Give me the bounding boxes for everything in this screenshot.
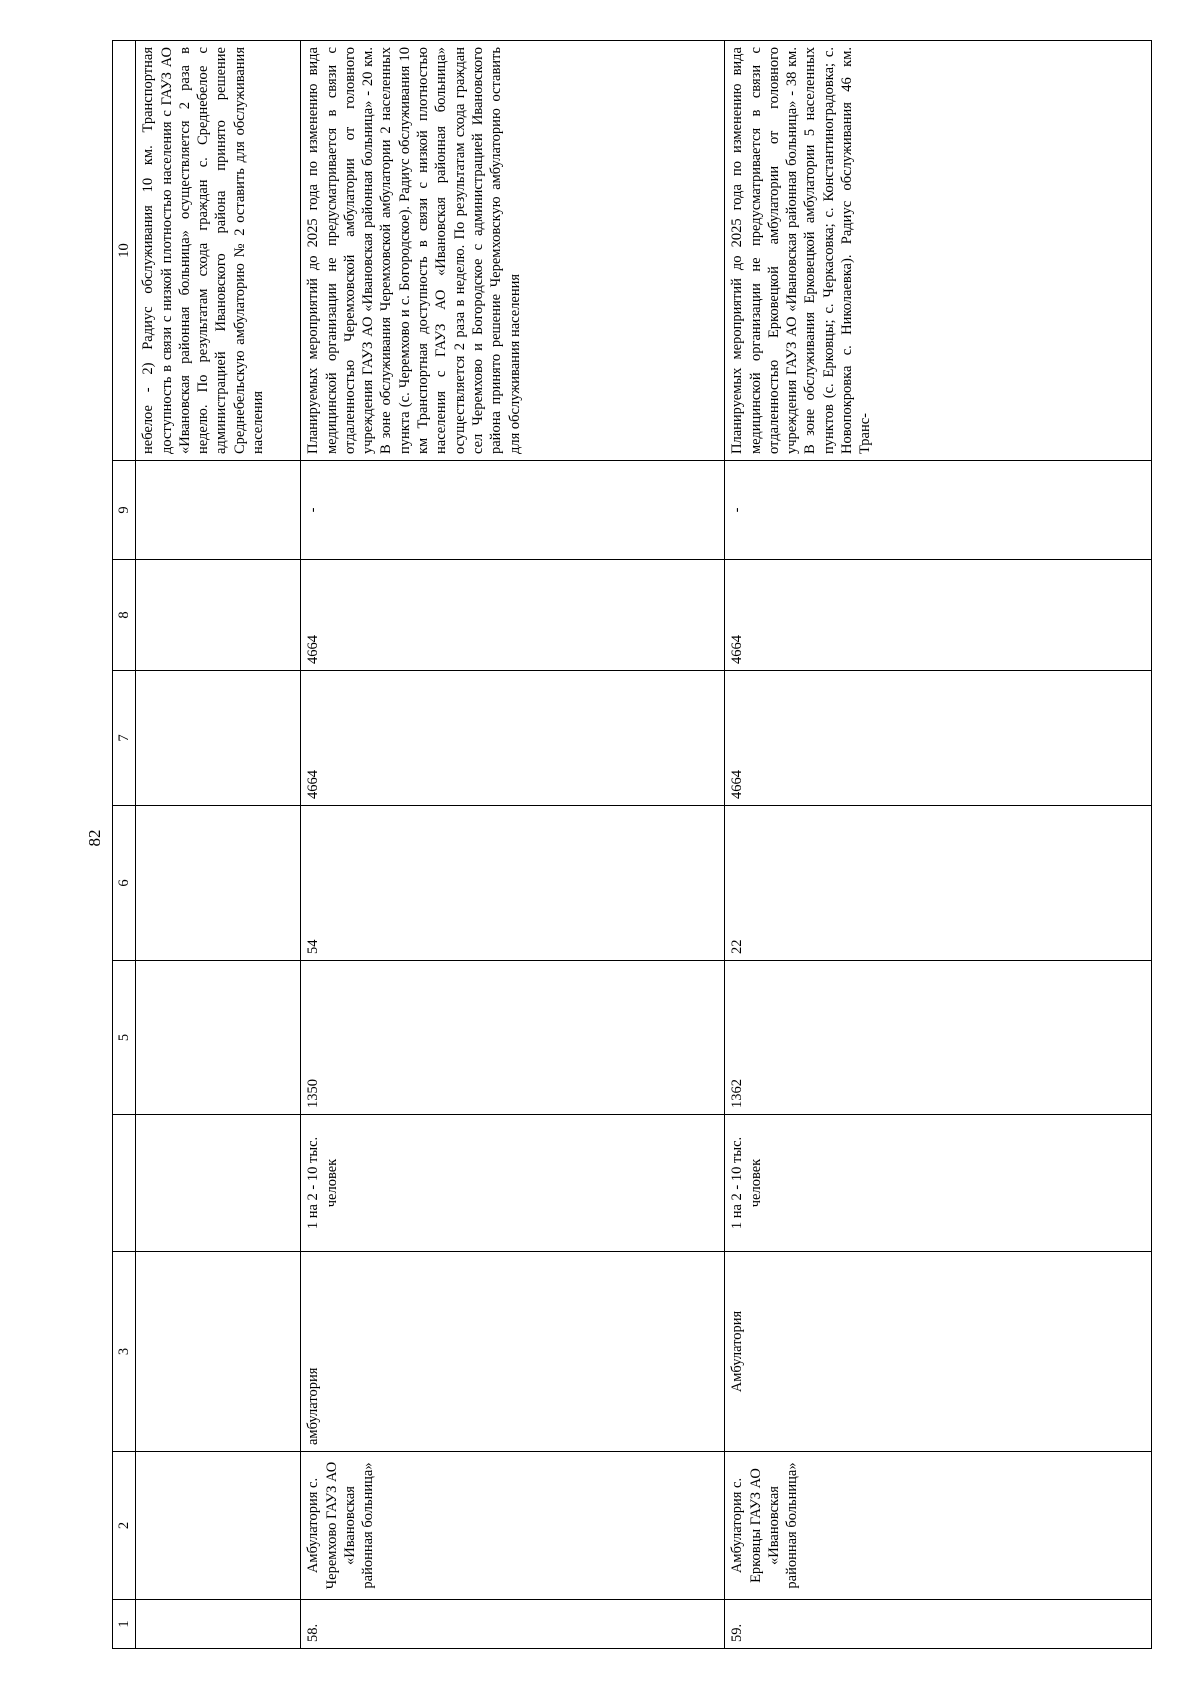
- cell-norm: 1 на 2 - 10 тыс. человек: [301, 1115, 725, 1252]
- header-col-6: 6: [113, 806, 136, 961]
- cell: [136, 1252, 301, 1452]
- table-row: [301, 41, 725, 1649]
- cell-facility-name: Амбулатория с. Черемхово ГАУЗ АО «Ивановская районная больница»: [301, 1452, 725, 1600]
- cell-col7: 4664: [725, 671, 1152, 806]
- header-col-7: 7: [113, 671, 136, 806]
- cell: [136, 671, 301, 806]
- cell-col5: 1350: [301, 961, 725, 1115]
- cell-facility-type: Амбулатория: [725, 1252, 1152, 1452]
- cell-facility-name: Амбулатория с. Ерковцы ГАУЗ АО «Ивановская районная больница»: [725, 1452, 1152, 1600]
- header-col-8: 8: [113, 560, 136, 671]
- header-col-9: 9: [113, 461, 136, 560]
- cell-col9: -: [725, 461, 1152, 560]
- cell-notes: Планируемых мероприятий до 2025 года по изменению вида медицинской организации не предусматривается в связи с отдаленностью Ерковецкой амбулатории от головного учреждения ГАУЗ АО «Ивановская районная больница» - 38 км. В зоне обслуживания Ерковецкой амбулатории 5 населенных пунктов (с. Ерковцы; с. Черкасовка; с. Константиноградовка; с. Новопокровка с. Николаевка). Радиус обслуживания 46 км. Транс-: [725, 41, 1152, 461]
- rotated-table-container: [112, 41, 1150, 1649]
- header-col-10: 10: [113, 41, 136, 461]
- cell: [136, 1115, 301, 1252]
- header-col-5: 5: [113, 961, 136, 1115]
- cell-number: 59.: [725, 1600, 1152, 1649]
- cell-col6: 54: [301, 806, 725, 961]
- medical-facilities-table: [112, 40, 1152, 1649]
- header-col-2: 2: [113, 1452, 136, 1600]
- cell-col5: 1362: [725, 961, 1152, 1115]
- header-col-3: 3: [113, 1252, 136, 1452]
- cell-col9: -: [301, 461, 725, 560]
- cell-col8: 4664: [725, 560, 1152, 671]
- header-col-4: [113, 1115, 136, 1252]
- cell: [136, 961, 301, 1115]
- cell-notes: небелое - 2) Радиус обслуживания 10 км. Транспортная доступность в связи с низкой плотностью населения с ГАУЗ АО «Ивановская районная больница» осуществляется 2 раза в неделю. По результатам схода граждан с. Среднебелое с администрацией Ивановского района принято решение Среднебельскую амбулаторию № 2 оставить для обслуживания населения: [136, 41, 301, 461]
- cell-col8: 4664: [301, 560, 725, 671]
- header-col-1: 1: [113, 1600, 136, 1649]
- header-row: [113, 41, 136, 1649]
- cell: [136, 1600, 301, 1649]
- cell: [136, 461, 301, 560]
- table-row-continuation: [136, 41, 301, 1649]
- cell-col6: 22: [725, 806, 1152, 961]
- cell-facility-type: амбулатория: [301, 1252, 725, 1452]
- cell-col7: 4664: [301, 671, 725, 806]
- cell: [136, 1452, 301, 1600]
- cell-norm: 1 на 2 - 10 тыс. человек: [725, 1115, 1152, 1252]
- cell: [136, 806, 301, 961]
- cell-notes: Планируемых мероприятий до 2025 года по изменению вида медицинской организации не предусматривается в связи с отдаленностью Черемховской амбулатории от головного учреждения ГАУЗ АО «Ивановская районная больница» - 20 км. В зоне обслуживания Черемховской амбулатории 2 населенных пункта (с. Черемхово и с. Богородское). Радиус обслуживания 10 км Транспортная доступность в связи с низкой плотностью населения с ГАУЗ АО «Ивановская районная больница» осуществляется 2 раза в неделю. По результатам схода граждан сел Черемхово и Богородское с администрацией Ивановского района принято решение Черемховскую амбулаторию оставить для обслуживания населения: [301, 41, 725, 461]
- page-number: 82: [85, 829, 104, 847]
- table-row: [725, 41, 1152, 1649]
- cell: [136, 560, 301, 671]
- cell-number: 58.: [301, 1600, 725, 1649]
